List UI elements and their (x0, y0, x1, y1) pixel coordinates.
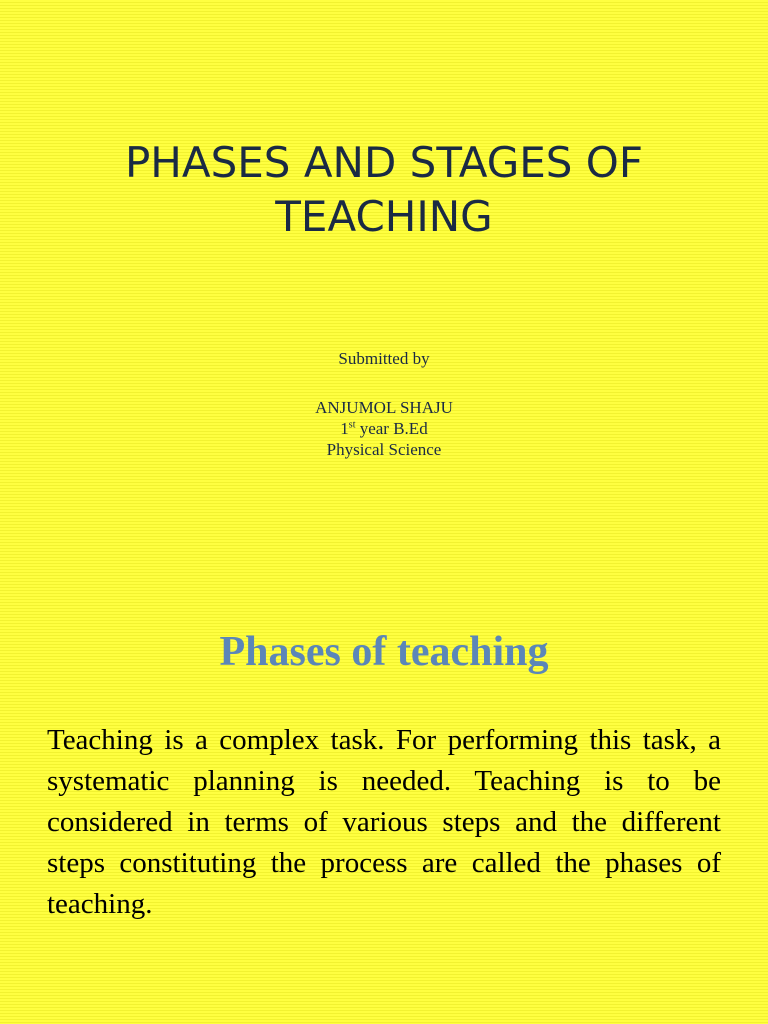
author-year (0, 418, 768, 439)
phases-paragraph: Teaching is a complex task. For performing this task, a systematic planning is needed. Teaching is to be considered in terms of various steps and the different steps constituting the process are called the phases of teaching. (47, 724, 721, 920)
slide-title-heading: PHASES AND STAGES OF TEACHING (124, 138, 644, 241)
submitted-by-label: Submitted by (338, 349, 430, 368)
phases-heading: Phases of teaching (219, 629, 549, 675)
year-number: 1 (340, 419, 349, 438)
year-suffix: st (348, 419, 356, 431)
slide-phases (0, 576, 768, 1024)
author-subject: Physical Science (326, 440, 442, 459)
author-name: ANJUMOL SHAJU (315, 398, 453, 417)
year-rest: year B.Ed (355, 419, 428, 438)
submission-info (0, 348, 768, 460)
